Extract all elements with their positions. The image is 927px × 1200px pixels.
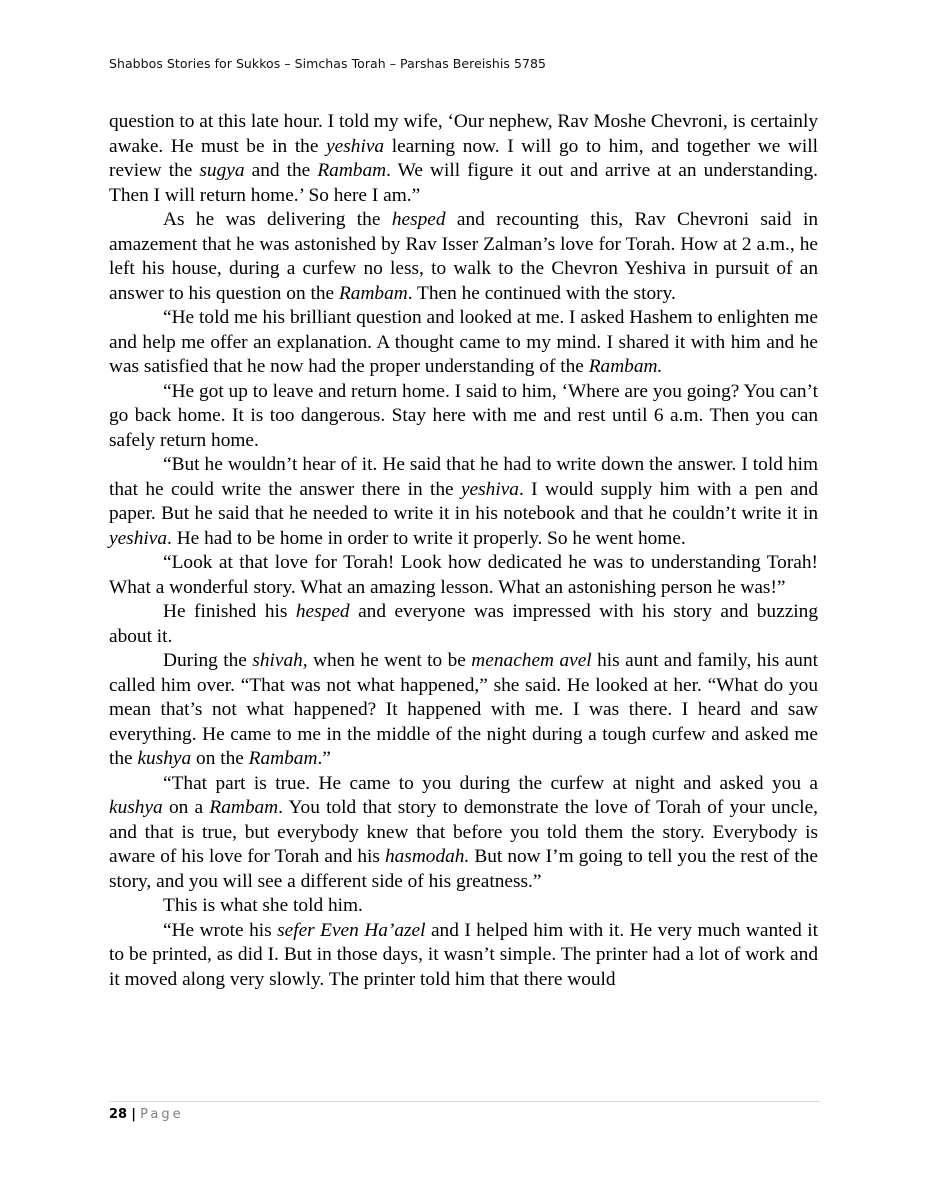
text-run: and the [244, 160, 318, 181]
paragraph [109, 306, 818, 380]
text-run: “He got up to leave and return home. I said to him, ‘Where are you going? You can’t go back home. It is too dangerous. Stay here with me and rest until 6 a.m. Then you can safely return home. [109, 380, 818, 451]
page-label: Page [140, 1107, 184, 1122]
paragraph [109, 894, 818, 919]
italic-term: kushya [109, 797, 163, 818]
text-run: .” [317, 748, 331, 769]
footer-divider [109, 1101, 820, 1102]
text-run: . Then he continued with the story. [407, 282, 676, 304]
text-run: . You told that story to demonstrate the love of Torah of your uncle, and that is true, but everybody knew that before you told them the story. Everybody is aware of his love for Torah and his [109, 797, 818, 867]
text-run: . I would supply him with a pen and paper. But he said that he needed to write it in his notebook and that he couldn’t write it in [109, 478, 819, 524]
italic-term: Rambam [338, 282, 408, 304]
paragraph [109, 551, 818, 600]
italic-term: Rambam [248, 748, 318, 769]
italic-term: yeshiva [460, 478, 519, 500]
italic-term: yeshiva [109, 527, 168, 549]
text-run: learning now. I will go to him, and together we will review the [109, 135, 818, 181]
italic-term: Rambam. [588, 356, 663, 377]
text-run: This is what she told him. [163, 895, 363, 916]
text-run: and recounting this, Rav Chevroni said in amazement that he was astonished by Rav Isser Zalman’s love for Torah. How at 2 a.m., he left his house, during a curfew no less, to walk to the Chevron Yeshiva in pursuit of an answer to his question on the [109, 209, 818, 304]
paragraph [109, 110, 818, 208]
body-text [109, 110, 818, 992]
italic-term: sefer Even Ha’azel [277, 919, 426, 941]
italic-term: Rambam [209, 797, 279, 818]
text-run: He finished his [163, 601, 296, 622]
paragraph [109, 919, 818, 993]
paragraph [109, 380, 818, 454]
italic-term: hesped [391, 209, 446, 230]
text-run: “Look at that love for Torah! Look how dedicated he was to understanding Torah! What a wonderful story. What an amazing lesson. What an astonishing person he was!” [109, 552, 818, 598]
text-run: “But he wouldn’t hear of it. He said that he had to write down the answer. I told him that he could write the answer there in the [109, 454, 818, 500]
text-run: During the [163, 650, 253, 671]
text-run: on the [191, 748, 249, 769]
text-run: . He had to be home in order to write it properly. So he went home. [167, 527, 686, 549]
text-run: . We will figure it out and arrive at an understanding. Then I will return home.’ So here I am.” [109, 160, 819, 206]
paragraph [109, 600, 818, 649]
text-run: and I helped him with it. He very much wanted it to be printed, as did I. But in those days, it wasn’t simple. The printer had a lot of work and it moved along very slowly. The printer told him that there would [109, 919, 818, 990]
text-run: “He wrote his [163, 919, 278, 941]
footer-separator: | [131, 1107, 136, 1122]
paragraph [109, 453, 818, 551]
page-footer [109, 1107, 184, 1122]
italic-term: hesped [295, 601, 350, 622]
text-run: his aunt and family, his aunt called him over. “That was not what happened,” she said. He looked at her. “What do you mean that’s not what happened? It happened with me. I was there. I heard and saw everything. He came to me in the middle of the night during a tough curfew and asked me the [109, 650, 819, 769]
text-run: when he went to be [307, 650, 472, 671]
text-run: As he was delivering the [163, 209, 392, 230]
italic-term: yeshiva [326, 135, 385, 157]
running-header: Shabbos Stories for Sukkos – Simchas Torah – Parshas Bereishis 5785 [109, 56, 547, 71]
paragraph [109, 208, 818, 306]
text-run: and everyone was impressed with his story and buzzing about it. [109, 601, 818, 647]
italic-term: kushya [137, 748, 192, 769]
italic-term: Rambam [317, 160, 387, 181]
italic-term: hasmodah. [384, 846, 470, 867]
text-run: on a [162, 797, 210, 818]
paragraph [109, 772, 818, 895]
italic-term: shivah, [252, 650, 308, 671]
paragraph [109, 649, 818, 772]
text-run: question to at this late hour. I told my wife, ‘Our nephew, Rav Moshe Chevroni, is certainly awake. He must be in the [109, 111, 818, 157]
text-run: “He told me his brilliant question and looked at me. I asked Hashem to enlighten me and help me offer an explanation. A thought came to my mind. I shared it with him and he was satisfied that he now had the proper understanding of the [109, 307, 818, 377]
page-number: 28 [109, 1107, 128, 1122]
italic-term: menachem avel [471, 650, 592, 671]
text-run: “That part is true. He came to you during the curfew at night and asked you a [163, 772, 818, 794]
text-run: But now I’m going to tell you the rest of the story, and you will see a different side of his greatness.” [109, 846, 818, 892]
italic-term: sugya [199, 160, 245, 181]
